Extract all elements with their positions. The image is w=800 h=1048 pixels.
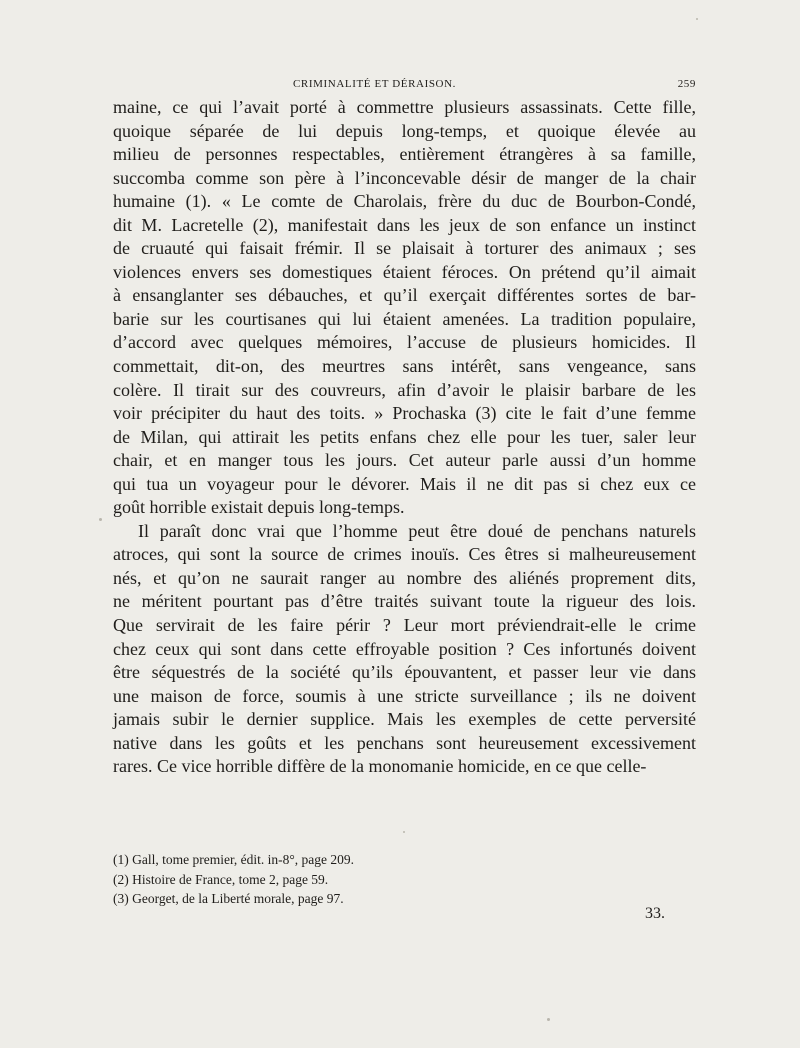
text-line: chair, et en manger tous les jours. Cet auteur parle aussi d’un homme: [113, 450, 696, 471]
text-line: de cruauté qui faisait frémir. Il se plaisait à torturer des animaux ; ses: [113, 238, 696, 259]
text-line: native dans les goûts et les penchans sont heureusement excessivement: [113, 732, 696, 753]
signature-mark: 33.: [645, 905, 665, 922]
page-number: 259: [677, 78, 696, 90]
text-line: Que servirait de les faire périr ? Leur mort préviendrait-elle le crime: [113, 615, 696, 636]
footnotes: [113, 850, 696, 909]
text-line: goût horrible existait depuis long-temps.: [113, 497, 405, 518]
text-line: commettait, dit-on, des meurtres sans intérêt, sans vengeance, sans: [113, 356, 696, 377]
text-line: d’accord avec quelques mémoires, l’accuse de plusieurs homicides. Il: [113, 332, 696, 353]
text-line: dit M. Lacretelle (2), manifestait dans les jeux de son enfance un instinct: [113, 214, 696, 235]
text-line: violences envers ses domestiques étaient féroces. On prétend qu’il aimait: [113, 261, 696, 282]
text-line: à ensanglanter ses débauches, et qu’il exerçait différentes sortes de bar-: [113, 285, 696, 306]
text-line: être séquestrés de la société qu’ils épouvantent, et passer leur vie dans: [113, 662, 696, 683]
text-line: jamais subir le dernier supplice. Mais les exemples de cette perversité: [113, 709, 696, 730]
footnote: (2) Histoire de France, tome 2, page 59.: [113, 871, 329, 887]
text-line: maine, ce qui l’avait porté à commettre plusieurs assassinats. Cette fille,: [113, 97, 696, 117]
text-line: Il paraît donc vrai que l’homme peut être doué de penchans naturels: [138, 520, 696, 541]
body-text: [113, 96, 696, 779]
text-line: ne méritent pourtant pas d’être traités suivant toute la rigueur des lois.: [113, 591, 696, 612]
text-line: succomba comme son père à l’inconcevable désir de manger de la chair: [113, 167, 696, 188]
text-line: milieu de personnes respectables, entièrement étrangères à sa famille,: [113, 144, 696, 165]
paper-speck: [99, 518, 102, 521]
text-line: barie sur les courtisanes qui lui étaient amenées. La tradition populaire,: [113, 308, 696, 329]
paper-speck: [547, 1018, 550, 1021]
text-line: atroces, qui sont la source de crimes inouïs. Ces êtres si malheureusement: [113, 544, 696, 565]
text-line: chez ceux qui sont dans cette effroyable position ? Ces infortunés doivent: [113, 638, 696, 659]
text-line: de Milan, qui attirait les petits enfans chez elle pour les tuer, saler leur: [113, 426, 696, 447]
running-title: CRIMINALITÉ ET DÉRAISON.: [293, 78, 456, 90]
text-line: quoique séparée de lui depuis long-temps, et quoique élevée au: [113, 120, 696, 141]
text-line: voir précipiter du haut des toits. » Prochaska (3) cite le fait d’une femme: [113, 403, 696, 424]
footnote: (1) Gall, tome premier, édit. in-8°, page 209.: [113, 852, 355, 867]
paper-speck: [403, 831, 405, 833]
text-line: colère. Il tirait sur des couvreurs, afin d’avoir le plaisir barbare de les: [113, 379, 696, 400]
text-line: rares. Ce vice horrible diffère de la monomanie homicide, en ce que celle-: [113, 756, 647, 777]
footnote: (3) Georget, de la Liberté morale, page 97.: [113, 891, 344, 906]
paper-speck: [696, 18, 698, 20]
text-line: humaine (1). « Le comte de Charolais, frère du duc de Bourbon-Condé,: [113, 191, 696, 212]
text-line: qui tua un voyageur pour le dévorer. Mais il ne dit pas si chez eux ce: [113, 473, 696, 494]
text-line: nés, et qu’on ne saurait ranger au nombre des aliénés proprement dits,: [113, 567, 696, 588]
text-line: une maison de force, soumis à une stricte surveillance ; ils ne doivent: [113, 685, 696, 706]
running-header: [113, 78, 696, 96]
